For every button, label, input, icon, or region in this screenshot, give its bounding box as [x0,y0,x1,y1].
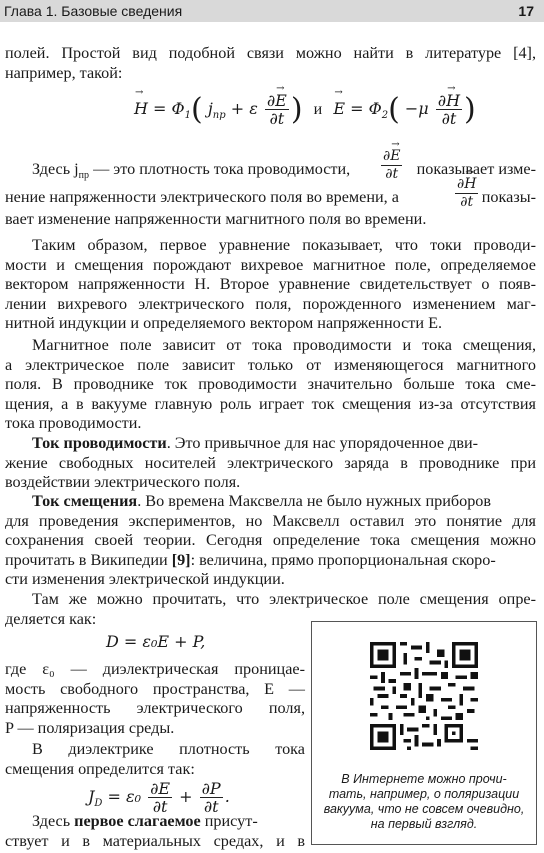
qr-sidebar [311,621,537,845]
paragraph-fields: Магнитное поле зависит от тока проводимости и тока смещения, а электрическое поле зависит только от изменяющегося магнитного поля. В проводнике ток проводимости значительно больше тока сме- щения, а в вакууме главную роль играет ток смещения из-за отсутствия тока проводимости. [5,336,536,433]
current-density-equation: $J_D = \varepsilon_0$ $\frac{\partial E}{\partial t}$ + $\frac{\partial P}{\partial t}$ . [88,779,230,816]
qr-code-icon[interactable] [370,642,478,750]
paragraph-displacement-current: Ток смещения. Во времена Максвелла не было нужных приборов для проведения экспериментов, но Максвелл оставил это понятие для сохранения своей теории. Сегодня определение тока смещения можно прочитать в Википедии [9]: величина, прямо пропорциональная скоро- сти изменения электрической индукции. [5,492,536,589]
paragraph-equation-meaning: Таким образом, первое уравнение показывает, что токи проводи- мости и смещения порождают вихревое магнитное поле, определяемое вектором напряженности H. Второе уравнение свидетельствует о появ- лении вихревого электрического поля, порожденного изменением маг- нитной индукции и определяемого вектором напряженности E. [5,236,536,333]
paragraph-intro: полей. Простой вид подобной связи можно найти в литературе [4], например, такой: [5,44,536,82]
page-number: 17 [518,3,534,19]
paragraph-conduction-current: Ток проводимости. Это привычное для нас упорядоченное дви- жение свободных носителей электрического заряда в проводнике при воздействии электрического поля. [5,434,536,492]
chapter-title: Глава 1. Базовые сведения [4,3,183,19]
paragraph-first-term: Здесь первое слагаемое присут- ствует и в материальных средах, и в [5,812,305,850]
displacement-field-equation: D = ε₀E + P, [106,632,206,651]
paragraph-field-definition: Там же можно прочитать, что электрическое поле смещения опре- деляется как: [5,590,536,628]
qr-caption: В Интернете можно прочи- тать, например, о поляризации вакуума, что не совсем очевидно, на первый взгляд. [323,772,525,831]
paragraph-epsilon: где ε₀ — диэлектрическая проницае- мость свободного пространства, E — напряженность электрического поля, P — поляризация среды. [5,660,305,737]
paragraph-dielectric: В диэлектрике плотность тока смещения определится так: [5,740,305,778]
running-header [0,0,544,22]
maxwell-equation: → $H = \Phi_1$( $j_{пр} + \varepsilon$ $\frac{\partial\to E}{\partial t}$ ) $и \to E = \Phi_2( -\mu$ $\frac{\partial\to H}{\partial t}$ ) [134,92,476,127]
